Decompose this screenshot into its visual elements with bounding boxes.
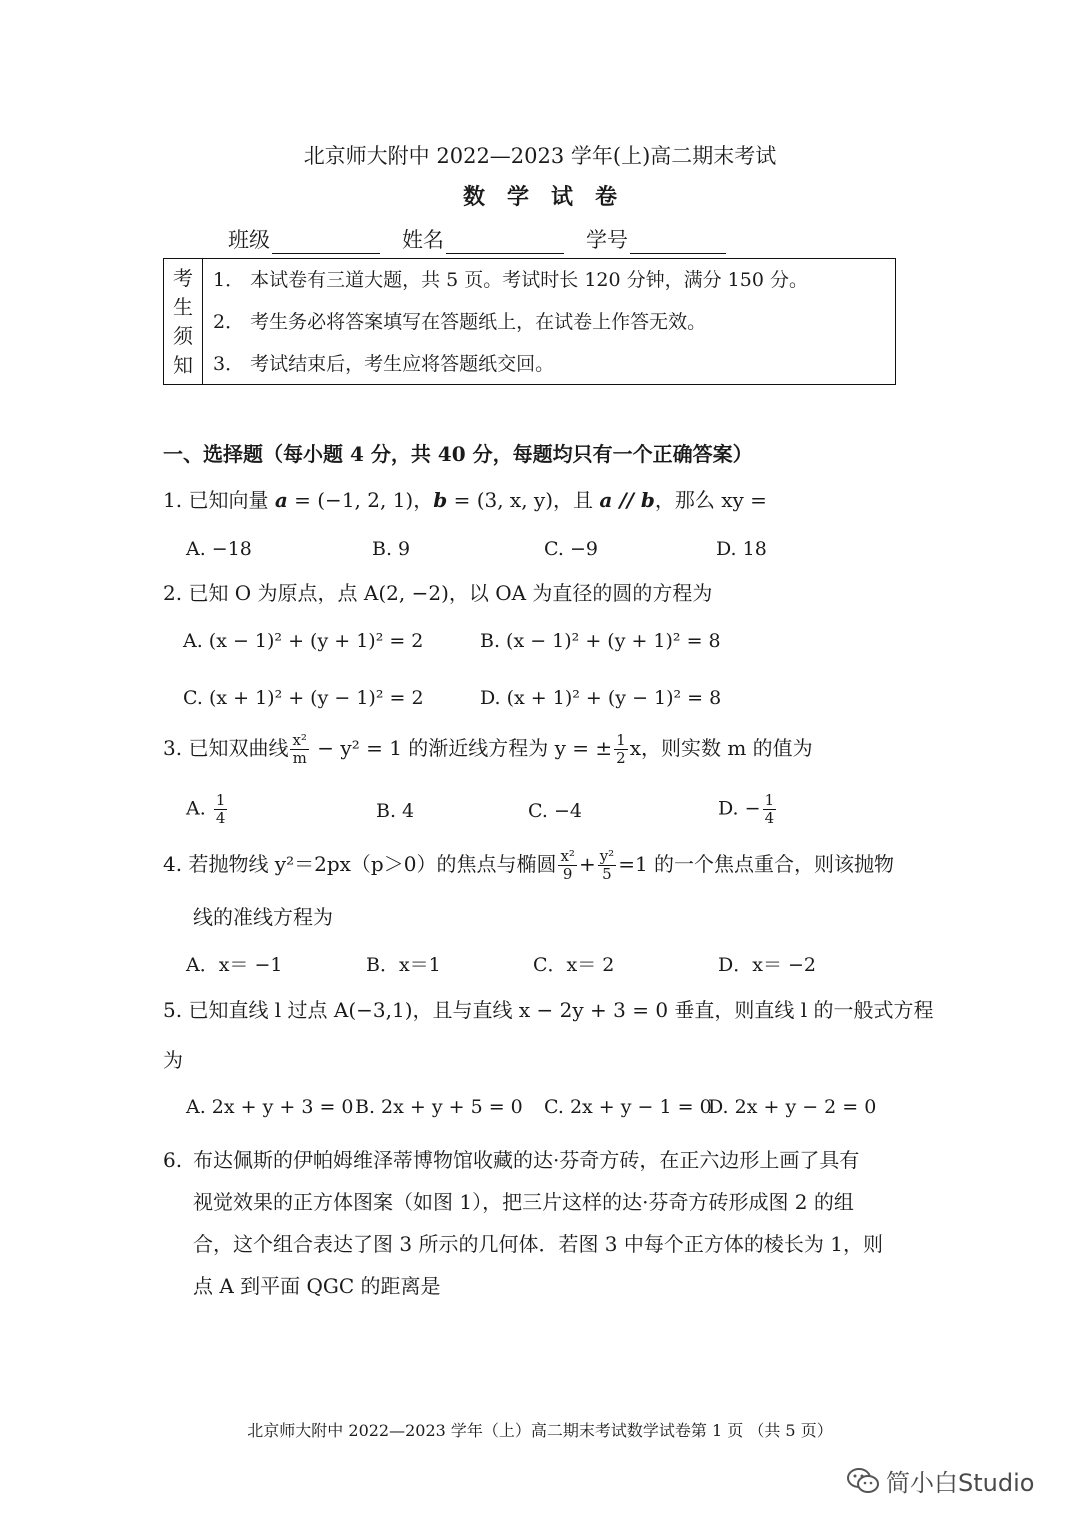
q1-option-a: A. −18 <box>186 538 252 560</box>
notice-item: 1． 本试卷有三道大题，共 5 页。考试时长 120 分钟，满分 150 分。 <box>213 269 808 291</box>
question-2: 2. 已知 O 为原点，点 A(2, −2)，以 OA 为直径的圆的方程为 <box>163 581 713 605</box>
question-text: − y² = 1 的渐近线方程为 y = ± <box>310 736 613 760</box>
q1-option-b: B. 9 <box>372 538 411 560</box>
section-heading: 一、选择题（每小题 4 分，共 40 分，每题均只有一个正确答案） <box>163 442 753 466</box>
denominator: m <box>292 749 307 767</box>
question-6-line: 布达佩斯的伊帕姆维泽蒂博物馆收藏的达·芬奇方砖，在正六边形上画了具有 <box>193 1148 860 1172</box>
notice-heading-char: 须 <box>173 323 193 348</box>
q4-option-b: B．x＝1 <box>366 954 441 976</box>
fraction <box>598 848 617 883</box>
question-text: 3. 已知双曲线 <box>163 736 289 760</box>
question-3 <box>163 732 813 767</box>
watermark <box>846 1463 1034 1498</box>
denominator: 5 <box>602 865 612 883</box>
notice-item: 3． 考试结束后，考生应将答题纸交回。 <box>213 353 555 375</box>
numerator: y² <box>599 847 615 865</box>
q5-option-b: B. 2x + y + 5 = 0 <box>355 1096 523 1118</box>
class-label: 班级 <box>228 228 270 252</box>
question-text: ，那么 xy = <box>654 488 767 512</box>
question-4 <box>163 848 894 883</box>
vector-b: b <box>433 488 448 512</box>
question-5-line-2: 为 <box>163 1048 183 1072</box>
plus-sign: + <box>578 852 596 876</box>
fraction <box>290 732 308 767</box>
denominator: 4 <box>215 809 226 827</box>
question-4-line-2: 线的准线方程为 <box>193 905 333 929</box>
numerator: 1 <box>764 791 775 809</box>
notice-heading-char: 考 <box>173 265 193 290</box>
student-id-field <box>586 224 726 254</box>
question-text: = (3, x, y)，且 <box>447 488 600 512</box>
q2-option-d: D. (x + 1)² + (y − 1)² = 8 <box>480 687 722 709</box>
watermark-text: 简小白Studio <box>886 1469 1035 1497</box>
q3-option-b: B. 4 <box>376 800 415 822</box>
question-text: x，则实数 m 的值为 <box>629 736 813 760</box>
question-text: = (−1, 2, 1)， <box>287 488 434 512</box>
numerator: 1 <box>616 731 626 749</box>
denominator: 4 <box>764 809 775 827</box>
option-label: A. <box>186 797 206 820</box>
page-footer: 北京师大附中 2022—2023 学年（上）高二期末考试数学试卷第 1 页 （共 5 页） <box>247 1421 833 1440</box>
student-info-fields <box>228 224 726 254</box>
q4-option-c: C．x＝ 2 <box>533 954 615 976</box>
q3-option-c: C. −4 <box>528 800 582 822</box>
notice-heading-char: 生 <box>173 294 193 319</box>
fraction <box>763 792 777 827</box>
student-id-blank <box>630 231 726 254</box>
name-label: 姓名 <box>402 228 444 252</box>
wechat-icon <box>846 1467 880 1495</box>
vector-a: a <box>274 488 288 512</box>
question-6-line: 点 A 到平面 QGC 的距离是 <box>193 1274 441 1298</box>
q3-option-d <box>718 792 778 827</box>
q2-option-b: B. (x − 1)² + (y + 1)² = 8 <box>480 630 721 652</box>
question-1 <box>163 486 767 514</box>
notice-heading-char: 知 <box>173 352 193 377</box>
exam-notice-box <box>163 258 896 385</box>
question-text: 4. 若抛物线 y²＝2px（p＞0）的焦点与椭圆 <box>163 852 557 876</box>
question-number: 1. <box>163 488 183 512</box>
q5-option-a: A. 2x + y + 3 = 0 <box>186 1096 354 1118</box>
q2-option-a: A. (x − 1)² + (y + 1)² = 2 <box>183 630 424 652</box>
fraction <box>558 848 576 883</box>
numerator: x² <box>292 731 307 749</box>
fraction <box>214 792 228 827</box>
notice-heading <box>164 259 203 384</box>
class-blank <box>272 231 380 254</box>
q2-option-c: C. (x + 1)² + (y − 1)² = 2 <box>183 687 424 709</box>
name-field <box>402 224 564 254</box>
notice-items <box>203 259 895 384</box>
question-6-line: 合，这个组合表达了图 3 所示的几何体．若图 3 中每个正方体的棱长为 1，则 <box>193 1232 883 1256</box>
question-text: 已知向量 <box>188 488 269 512</box>
numerator: 1 <box>215 791 226 809</box>
q5-option-d: D. 2x + y − 2 = 0 <box>708 1096 877 1118</box>
notice-item: 2． 考生务必将答案填写在答题纸上，在试卷上作答无效。 <box>213 311 707 333</box>
exam-subtitle: 数学试卷 <box>462 184 639 210</box>
student-id-label: 学号 <box>586 228 628 252</box>
class-field <box>228 224 380 254</box>
numerator: x² <box>560 847 575 865</box>
q1-option-c: C. −9 <box>544 538 598 560</box>
option-label: D. − <box>718 797 761 820</box>
question-6-line: 视觉效果的正方体图案（如图 1），把三片这样的达·芬奇方砖形成图 2 的组 <box>193 1190 854 1214</box>
question-5: 5. 已知直线 l 过点 A(−3,1)，且与直线 x − 2y + 3 = 0 垂直，则直线 l 的一般式方程 <box>163 998 934 1022</box>
q4-option-a: A．x＝ −1 <box>186 954 283 976</box>
parallel-expr: a // b <box>599 488 655 512</box>
exam-title: 北京师大附中 2022—2023 学年(上)高二期末考试 <box>303 144 777 168</box>
fraction <box>614 732 628 767</box>
denominator: 2 <box>616 749 626 767</box>
question-text: =1 的一个焦点重合，则该抛物 <box>618 852 895 876</box>
q3-option-a <box>186 792 229 827</box>
q4-option-d: D．x＝ −2 <box>718 954 816 976</box>
denominator: 9 <box>562 865 573 883</box>
question-6-number: 6. <box>163 1148 183 1172</box>
name-blank <box>446 231 564 254</box>
q5-option-c: C. 2x + y − 1 = 0 <box>544 1096 712 1118</box>
q1-option-d: D. 18 <box>716 538 767 560</box>
